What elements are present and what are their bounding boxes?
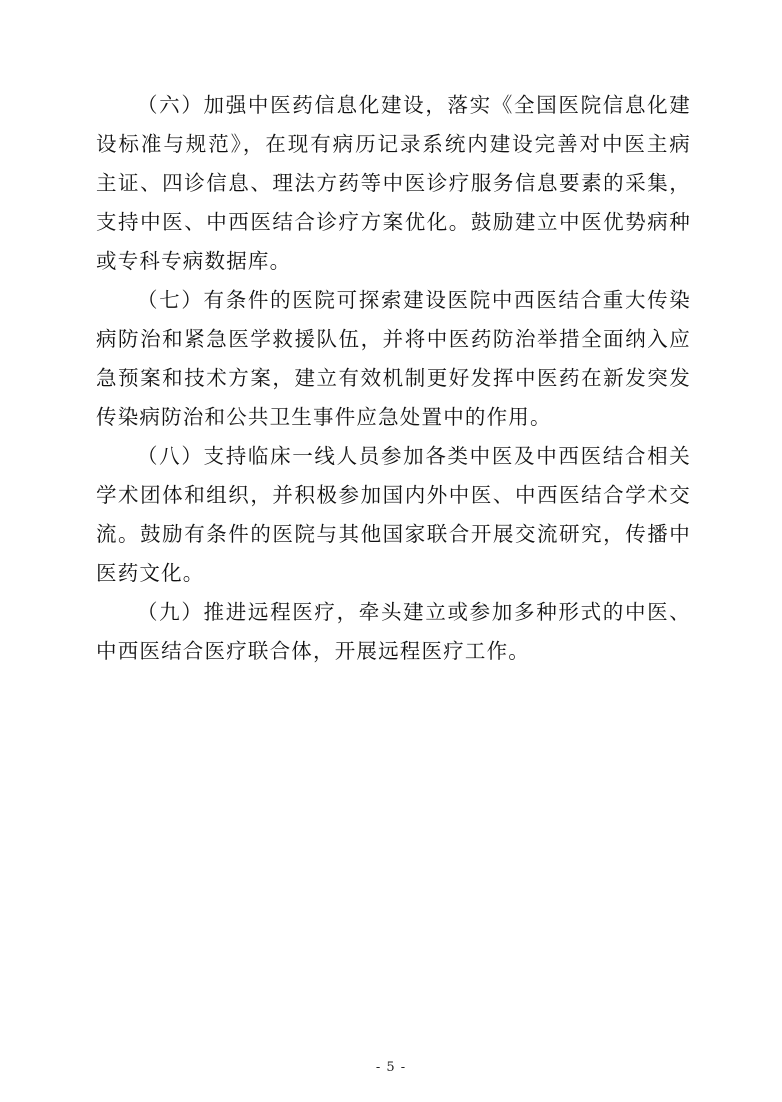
paragraph-eight: （八）支持临床一线人员参加各类中医及中西医结合相关学术团体和组织，并积极参加国内外中医、中西医结合学术交流。鼓励有条件的医院与其他国家联合开展交流研究，传播中医药文化。 — [96, 444, 691, 585]
paragraph-nine: （九）推进远程医疗，牵头建立或参加多种形式的中医、中西医结合医疗联合体，开展远程医疗工作。 — [96, 600, 691, 663]
paragraph-six: （六）加强中医药信息化建设，落实《全国医院信息化建设标准与规范》，在现有病历记录系统内建设完善对中医主病主证、四诊信息、理法方药等中医诊疗服务信息要素的采集，支持中医、中西医结合诊疗方案优化。鼓励建立中医优势病种或专科专病数据库。 — [96, 93, 691, 273]
paragraph-seven: （七）有条件的医院可探索建设医院中西医结合重大传染病防治和紧急医学救援队伍，并将中医药防治举措全面纳入应急预案和技术方案，建立有效机制更好发挥中医药在新发突发传染病防治和公共卫生事件应急处置中的作用。 — [96, 288, 691, 429]
page-number: - 5 - — [375, 1060, 407, 1075]
document-body — [96, 86, 691, 671]
